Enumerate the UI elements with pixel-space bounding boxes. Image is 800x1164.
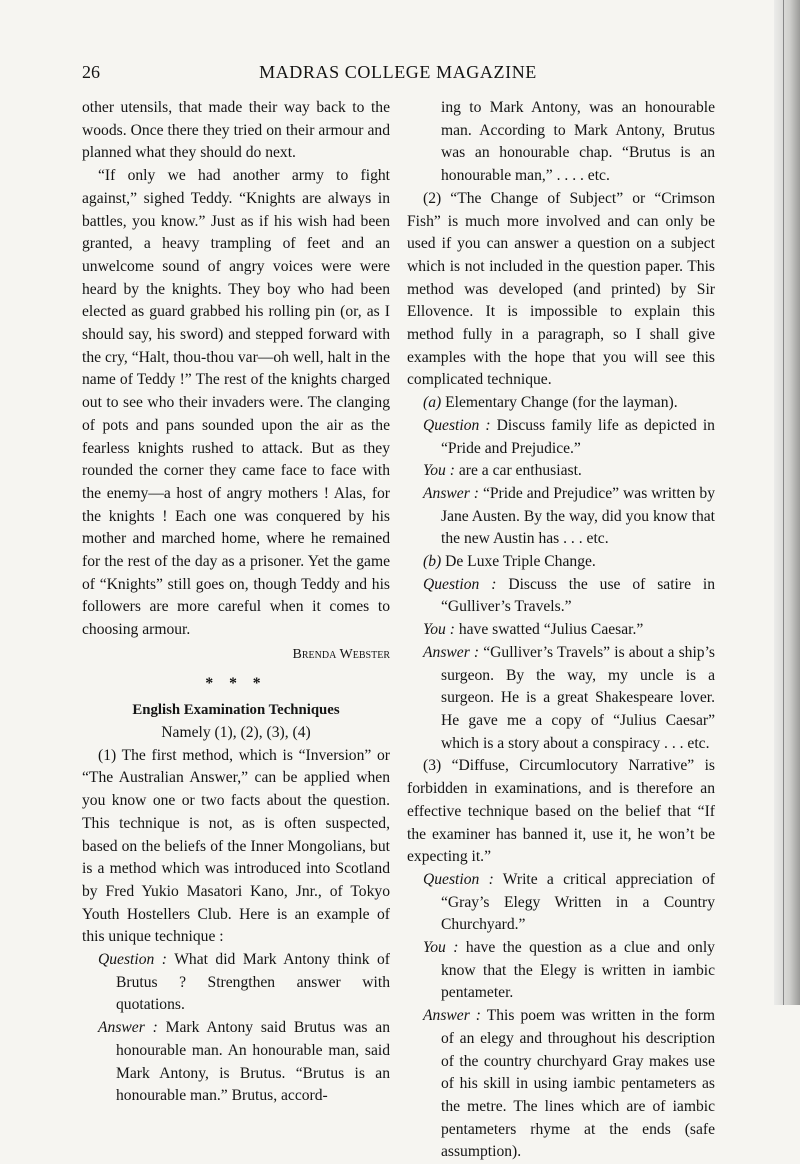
article-paragraph: (2) “The Change of Subject” or “Crimson Fish” is much more involved and can only be used if you can answer a question on a subject which is not included in the question paper. This method was developed (and printed) by Sir Ellovence. It is impossible to explain this method fully in a paragraph, so I shall give examples with the hope that you will see this complicated technique. [407, 189, 715, 389]
answer-text: This poem was written in the form of an elegy and throughout his description of the country churchyard Gray makes use of his skill in using iambic pentameters as the metre. The lines which are of iambic pentameters rhyme at the ends (safe assumption). [441, 1007, 716, 1161]
question-label: Question : [423, 870, 494, 888]
page-header [82, 62, 714, 92]
page-edge-line [783, 0, 784, 1005]
article-paragraph: (1) The first method, which is “Inversion” or “The Australian Answer,” can be applied when you know one or two facts about the question. This technique is not, as is often suspected, based on the beliefs of the Inner Mongolians, but is a method which was introduced into Scotland by Fred Yukio Masatori Kano, Jnr., of Tokyo Youth Hostellers Club. Here is an example of this unique technique : [82, 746, 390, 946]
subsection-title: De Luxe Triple Change. [445, 553, 596, 571]
you-item [407, 460, 715, 483]
section-divider: * * * [205, 674, 267, 692]
subsection-marker: (a) [423, 394, 442, 412]
subsection-heading [407, 392, 715, 415]
question-item [82, 949, 390, 1017]
answer-label: Answer : [423, 484, 479, 502]
page-number: 26 [82, 62, 100, 82]
answer-item [82, 1017, 390, 1108]
you-item [407, 937, 715, 1005]
article-title: English Examination Techniques [132, 702, 340, 719]
answer-item [407, 642, 715, 756]
answer-item [407, 483, 715, 551]
right-column [407, 97, 715, 1164]
question-text: Discuss the use of satire in “Gulliver’s Travels.” [441, 575, 716, 616]
subsection-heading [407, 551, 715, 574]
question-text: Discuss family life as depicted in “Pride and Prejudice.” [441, 416, 715, 457]
answer-label: Answer : [98, 1019, 158, 1037]
story-paragraph: other utensils, that made their way back to the woods. Once there they tried on their armour and planned what they should do next. [82, 99, 390, 162]
you-label: You : [423, 462, 455, 480]
question-label: Question : [98, 951, 167, 969]
question-item [407, 415, 715, 460]
answer-text: “Gulliver’s Travels” is about a ship’s surgeon. By the way, my uncle is a surgeon. He is a great Shakespeare lover. He gave me a copy of “Julius Caesar” which is a story about a conspiracy . . . etc. [441, 643, 715, 752]
you-text: have swatted “Julius Caesar.” [458, 621, 644, 639]
you-item [407, 619, 715, 642]
answer-text: “Pride and Prejudice” was written by Jane Austen. By the way, did you know that the new Austin has . . . etc. [441, 484, 715, 548]
article-paragraph: (3) “Diffuse, Circumlocutory Narrative” is forbidden in examinations, and is therefore an effective technique based on the belief that “If the examiner has banned it, use it, he won’t be expecting it.” [407, 757, 715, 866]
question-label: Question : [423, 416, 491, 434]
you-label: You : [423, 939, 459, 957]
running-title: MADRAS COLLEGE MAGAZINE [259, 62, 537, 82]
answer-continuation: ing to Mark Antony, was an honourable man. According to Mark Antony, Brutus was an honourable chap. “Brutus is an honourable man,” . . . . etc. [441, 99, 715, 185]
you-text: are a car enthusiast. [458, 462, 582, 480]
question-text: Write a critical appreciation of “Gray’s Elegy Written in a Country Churchyard.” [441, 870, 715, 934]
page-edge-shadow [774, 0, 800, 1005]
question-text: What did Mark Antony think of Brutus ? Strengthen answer with quotations. [116, 951, 390, 1014]
you-text: have the question as a clue and only know that the Elegy is written in iambic pentameter. [441, 939, 715, 1002]
answer-label: Answer : [423, 643, 480, 661]
story-paragraph: “If only we had another army to fight against,” sighed Teddy. “Knights are always in battles, you know.” Just as if his wish had been granted, a heavy trampling of feet and an unwelcome sound of angry voices were were heard by the knights. They boy who had been elected as guard grabbed his rolling pin (or, as I should say, his sword) and stepped forward with the cry, “Halt, thou-thou var—oh well, halt in the name of Teddy !” The rest of the knights charged out to see who their invaders were. The clanging of pots and pans sounded upon the air as the fearless knights rushed to attack. But as they rounded the corner they came face to face with the enemy—a host of angry mothers ! Alas, for the knights ! Each one was conquered by his mother and marched home, where he remained for the rest of the day as a prisoner. Yet the game of “Knights” still goes on, though Teddy and his followers are more careful when it comes to choosing armour. [82, 167, 390, 639]
you-label: You : [423, 621, 455, 639]
answer-text: Mark Antony said Brutus was an honourable man. An honourable man, said Mark Antony, is Brutus. “Brutus is an honourable man.” Brutus, accord- [116, 1019, 390, 1105]
left-column [82, 97, 390, 1108]
author-signature: Brenda Webster [292, 646, 390, 662]
question-label: Question : [423, 575, 497, 593]
question-item [407, 869, 715, 937]
subsection-title: Elementary Change (for the layman). [445, 394, 678, 412]
article-subtitle: Namely (1), (2), (3), (4) [161, 723, 311, 741]
subsection-marker: (b) [423, 553, 442, 571]
question-item [407, 574, 715, 619]
answer-label: Answer : [423, 1007, 481, 1025]
answer-item [407, 1005, 715, 1164]
